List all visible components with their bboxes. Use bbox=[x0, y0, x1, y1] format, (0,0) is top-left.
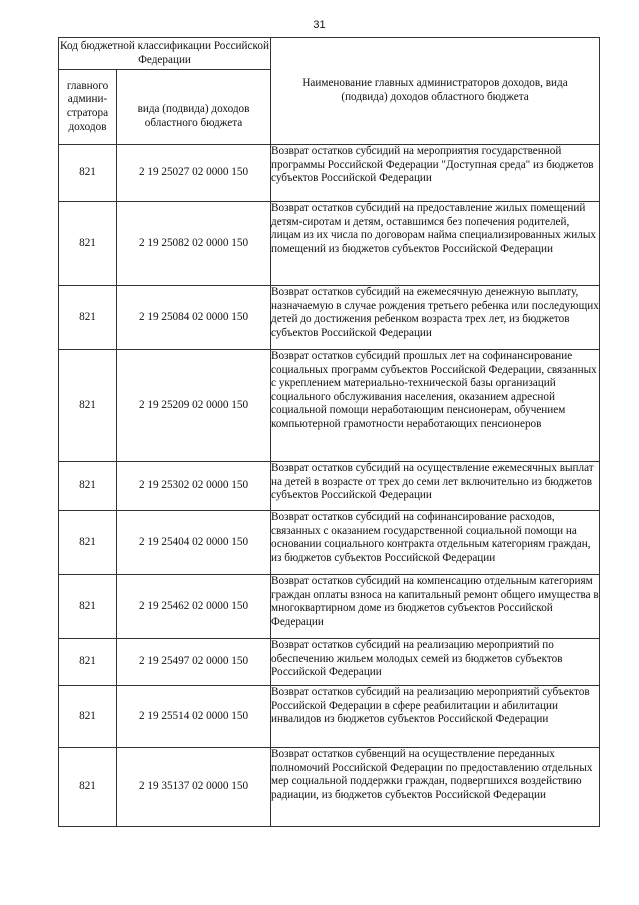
income-code: 2 19 25027 02 0000 150 bbox=[117, 145, 271, 202]
admin-code: 821 bbox=[59, 686, 117, 748]
budget-classification-table bbox=[58, 37, 600, 827]
income-name: Возврат остатков субсидий на компенсацию отдельным категориям граждан оплаты взноса на капитальный ремонт общего имущества в многоквартирном доме из бюджетов субъектов Российской Федерации bbox=[271, 575, 600, 639]
admin-code: 821 bbox=[59, 511, 117, 575]
header-income-type-column: вида (подвида) доходов областного бюджета bbox=[117, 70, 271, 145]
income-name: Возврат остатков субсидий на реализацию мероприятий субъектов Российской Федерации в сфере реабилитации и абилитации инвалидов из бюджетов субъектов Российской Федерации bbox=[271, 686, 600, 748]
income-code: 2 19 25082 02 0000 150 bbox=[117, 202, 271, 286]
admin-code: 821 bbox=[59, 350, 117, 462]
page-number: 31 bbox=[313, 19, 326, 31]
income-code: 2 19 25302 02 0000 150 bbox=[117, 462, 271, 511]
income-name: Возврат остатков субсидий на софинансирование расходов, связанных с оказанием государственной социальной помощи на основании социального контракта отдельным категориям граждан, из бюджетов субъектов Российской Федерации bbox=[271, 511, 600, 575]
table-row bbox=[59, 639, 600, 686]
admin-code: 821 bbox=[59, 575, 117, 639]
table-row bbox=[59, 686, 600, 748]
income-code: 2 19 25514 02 0000 150 bbox=[117, 686, 271, 748]
admin-code: 821 bbox=[59, 462, 117, 511]
admin-code: 821 bbox=[59, 145, 117, 202]
income-name: Возврат остатков субсидий на осуществление ежемесячных выплат на детей в возрасте от трех до семи лет включительно из бюджетов субъектов Российской Федерации bbox=[271, 462, 600, 511]
income-name: Возврат остатков субсидий на ежемесячную денежную выплату, назначаемую в случае рождения третьего ребенка или последующих детей до достижения ребенком возраста трех лет, из бюджетов субъектов Российской Федерации bbox=[271, 286, 600, 350]
income-name: Возврат остатков субсидий на предоставление жилых помещений детям-сиротам и детям, оставшимся без попечения родителей, лицам из их числа по договорам найма специализированных жилых помещений из бюджетов субъектов Российской Федерации bbox=[271, 202, 600, 286]
income-code: 2 19 25084 02 0000 150 bbox=[117, 286, 271, 350]
admin-code: 821 bbox=[59, 202, 117, 286]
table-row bbox=[59, 575, 600, 639]
table-row bbox=[59, 462, 600, 511]
income-code: 2 19 35137 02 0000 150 bbox=[117, 748, 271, 827]
income-name: Возврат остатков субсидий прошлых лет на софинансирование социальных программ субъектов Российской Федерации, связанных с укреплением материально-технической базы организаций социального обслуживания населения, оказанием адресной социальной помощи неработающим пенсионерам, обучением компьютерной грамотности неработающих пенсионеров bbox=[271, 350, 600, 462]
header-admin-column: главного админи-стратора доходов bbox=[59, 70, 117, 145]
income-name: Возврат остатков субсидий на реализацию мероприятий по обеспечению жильем молодых семей из бюджетов субъектов Российской Федерации bbox=[271, 639, 600, 686]
table-row bbox=[59, 748, 600, 827]
header-name-column: Наименование главных администраторов доходов, вида (подвида) доходов областного бюджета bbox=[271, 38, 600, 145]
table-row bbox=[59, 350, 600, 462]
table-row bbox=[59, 286, 600, 350]
table-row bbox=[59, 202, 600, 286]
table-row bbox=[59, 145, 600, 202]
income-code: 2 19 25462 02 0000 150 bbox=[117, 575, 271, 639]
income-name: Возврат остатков субвенций на осуществление переданных полномочий Российской Федерации по предоставлению отдельных мер социальной поддержки граждан, подвергшихся воздействию радиации, из бюджетов субъектов Российской Федерации bbox=[271, 748, 600, 827]
admin-code: 821 bbox=[59, 286, 117, 350]
income-code: 2 19 25404 02 0000 150 bbox=[117, 511, 271, 575]
header-budget-code-group: Код бюджетной классификации Российской Федерации bbox=[59, 38, 271, 70]
income-code: 2 19 25209 02 0000 150 bbox=[117, 350, 271, 462]
income-code: 2 19 25497 02 0000 150 bbox=[117, 639, 271, 686]
table-row bbox=[59, 511, 600, 575]
income-name: Возврат остатков субсидий на мероприятия государственной программы Российской Федерации "Доступная среда" из бюджетов субъектов Российской Федерации bbox=[271, 145, 600, 202]
admin-code: 821 bbox=[59, 639, 117, 686]
admin-code: 821 bbox=[59, 748, 117, 827]
